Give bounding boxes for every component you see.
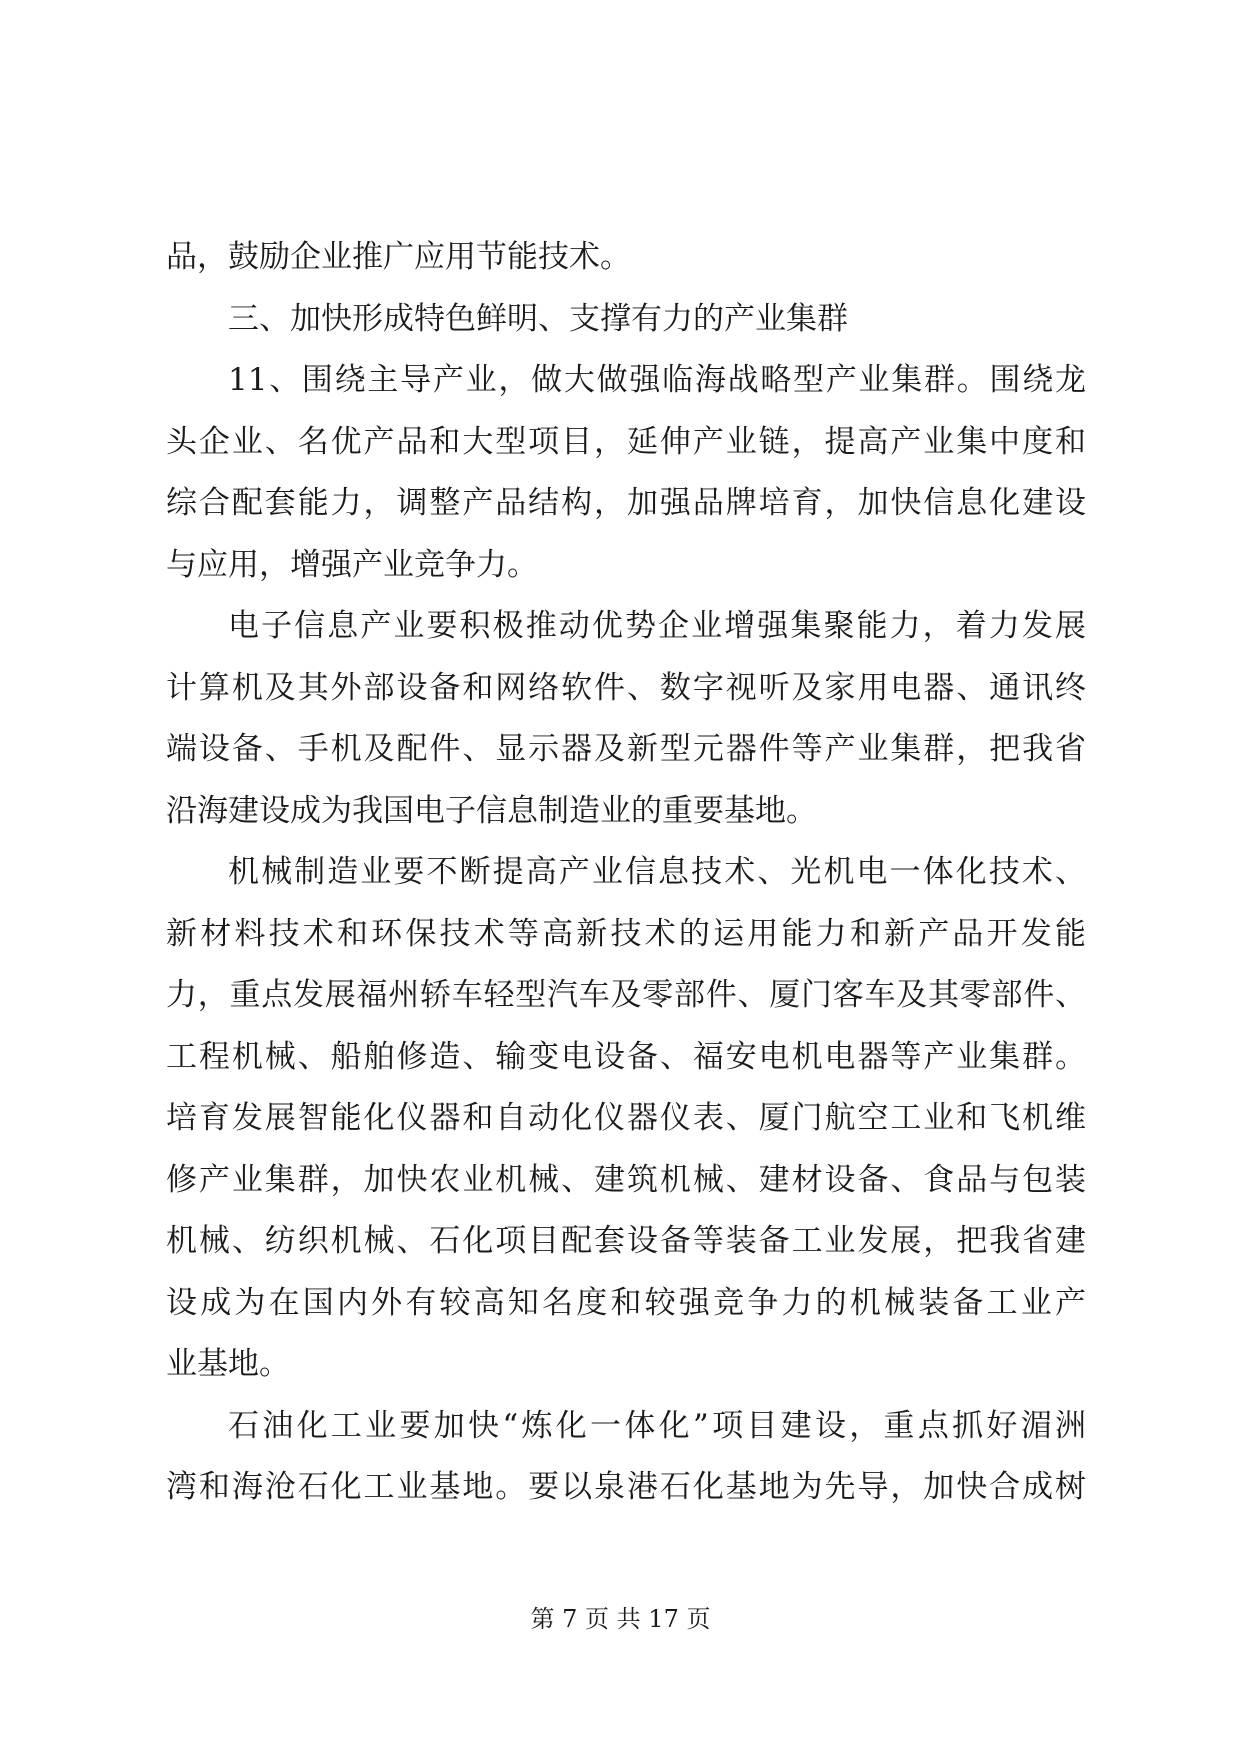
text-line: 机械、纺织机械、石化项目配套设备等装备工业发展，把我省建 — [166, 1223, 1086, 1259]
text-line: 机械制造业要不断提高产业信息技术、光机电一体化技术、 — [228, 854, 1086, 890]
text-line: 品，鼓励企业推广应用节能技术。 — [166, 239, 631, 275]
text-line: 电子信息产业要积极推动优势企业增强集聚能力，着力发展 — [228, 608, 1086, 644]
text-line: 新材料技术和环保技术等高新技术的运用能力和新产品开发能 — [166, 915, 1086, 952]
text-line: 沿海建设成为我国电子信息制造业的重要基地。 — [166, 792, 817, 829]
page-footer: 第 7 页 共 17 页 — [530, 1605, 711, 1633]
text-line: 湾和海沧石化工业基地。要以泉港石化基地为先导，加快合成树 — [166, 1469, 1086, 1505]
document-body — [166, 227, 1086, 1519]
text-line: 头企业、名优产品和大型项目，延伸产业链，提高产业集中度和 — [166, 423, 1086, 460]
text-line: 石油化工业要加快“炼化一体化”项目建设，重点抓好湄洲 — [228, 1407, 1086, 1444]
text-line: 与应用，增强产业竞争力。 — [166, 546, 538, 583]
text-line: 力，重点发展福州轿车轻型汽车及零部件、厦门客车及其零部件、 — [166, 977, 1086, 1013]
text-line: 业基地。 — [166, 1346, 290, 1382]
section-heading: 三、加快形成特色鲜明、支撑有力的产业集群 — [228, 300, 848, 337]
text-line: 11、围绕主导产业，做大做强临海战略型产业集群。围绕龙 — [228, 362, 1086, 398]
text-line: 修产业集群，加快农业机械、建筑机械、建材设备、食品与包装 — [166, 1161, 1086, 1198]
text-line: 综合配套能力，调整产品结构，加强品牌培育，加快信息化建设 — [166, 485, 1086, 521]
text-line: 端设备、手机及配件、显示器及新型元器件等产业集群，把我省 — [166, 731, 1086, 767]
text-line: 培育发展智能化仪器和自动化仪器仪表、厦门航空工业和飞机维 — [166, 1100, 1086, 1136]
text-line: 设成为在国内外有较高知名度和较强竞争力的机械装备工业产 — [166, 1284, 1086, 1321]
text-line: 计算机及其外部设备和网络软件、数字视听及家用电器、通讯终 — [166, 669, 1086, 706]
text-line: 工程机械、船舶修造、输变电设备、福安电机电器等产业集群。 — [166, 1038, 1086, 1075]
